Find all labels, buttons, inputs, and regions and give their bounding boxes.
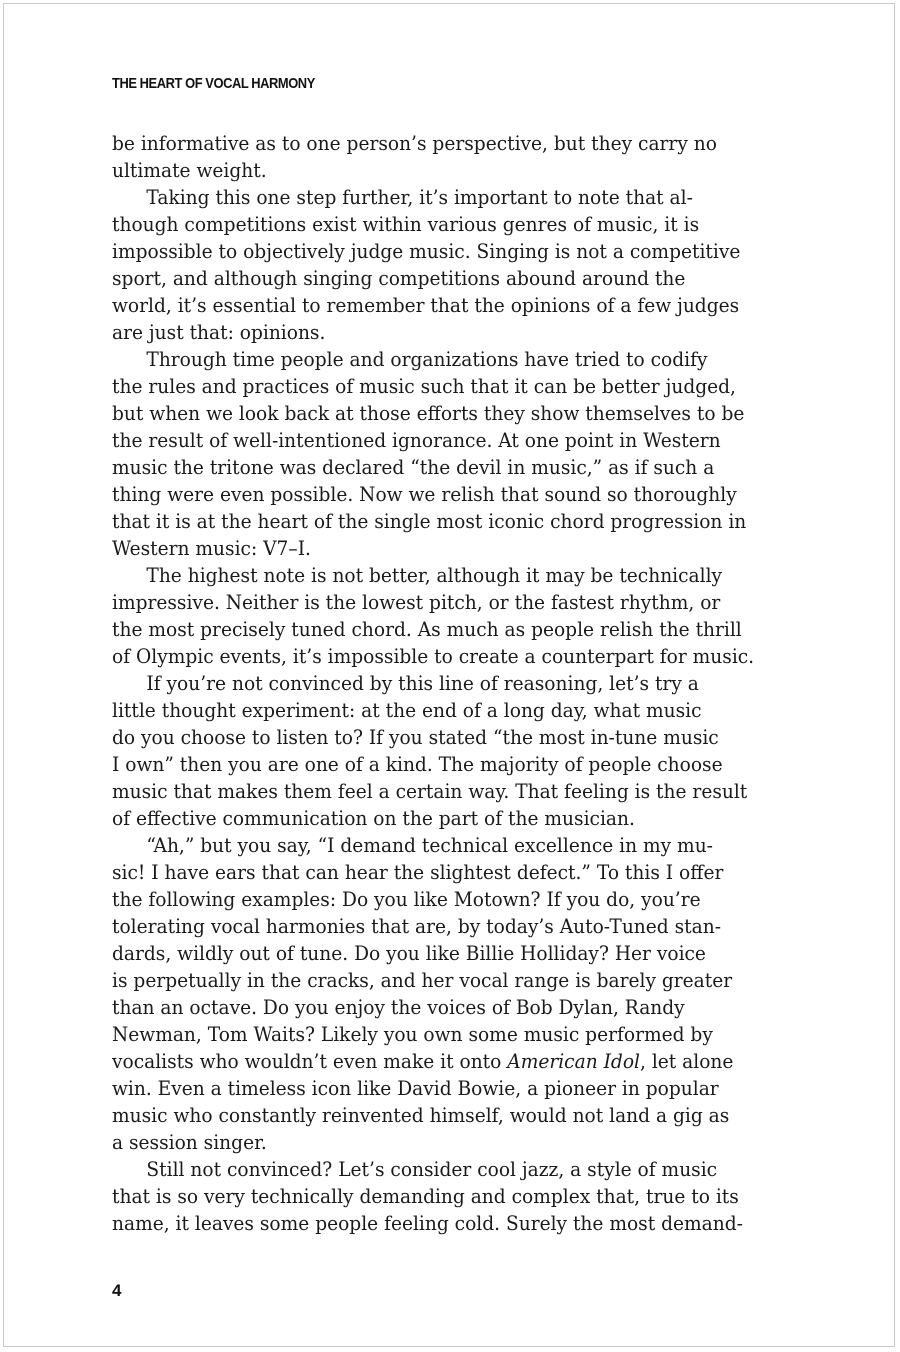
text-line (112, 832, 726, 859)
text-line (112, 859, 726, 886)
text-line-content: of Olympic events, it’s impossible to create a counterpart for music. (112, 644, 755, 668)
text-line (112, 1156, 726, 1183)
text-line (112, 1210, 743, 1237)
text-line-content: music who constantly reinvented himself, would not land a gig as (112, 1103, 730, 1127)
text-line (112, 157, 726, 184)
text-line (112, 130, 726, 157)
text-line-content: though competitions exist within various genres of music, it is (112, 212, 700, 236)
text-line-content: that it is at the heart of the single most iconic chord progression in (112, 509, 747, 533)
text-line (112, 1102, 730, 1129)
text-line-content: If you’re not convinced by this line of reasoning, let’s try a (146, 671, 699, 695)
text-line (112, 211, 726, 238)
text-line (112, 184, 726, 211)
text-line (112, 373, 736, 400)
text-line (112, 1075, 726, 1102)
text-line (112, 697, 726, 724)
text-line-content: is perpetually in the cracks, and her vocal range is barely greater (112, 968, 733, 992)
text-line (112, 940, 726, 967)
text-line-content: thing were even possible. Now we relish that sound so thoroughly (112, 482, 737, 506)
text-line (112, 535, 726, 562)
text-line (112, 886, 726, 913)
text-line-content: be informative as to one person’s perspective, but they carry no (112, 131, 717, 155)
text-line (112, 967, 733, 994)
text-line-content: music that makes them feel a certain way. That feeling is the result (112, 779, 748, 803)
text-line (112, 265, 726, 292)
text-line-content: little thought experiment: at the end of a long day, what music (112, 698, 702, 722)
text-line (112, 616, 742, 643)
text-line (112, 346, 726, 373)
text-line-content: impressive. Neither is the lowest pitch, or the fastest rhythm, or (112, 590, 721, 614)
text-line (112, 778, 748, 805)
text-line (112, 913, 726, 940)
text-line (112, 1183, 739, 1210)
text-line (112, 1129, 726, 1156)
text-line-content: dards, wildly out of tune. Do you like Billie Holliday? Her voice (112, 941, 706, 965)
text-line (112, 400, 745, 427)
text-line-content: world, it’s essential to remember that the opinions of a few judges (112, 293, 740, 317)
text-line-content: of effective communication on the part of the musician. (112, 806, 635, 830)
text-line (112, 481, 737, 508)
text-line-content: than an octave. Do you enjoy the voices of Bob Dylan, Randy (112, 995, 685, 1019)
text-line (112, 319, 726, 346)
text-line-content: Western music: V7–I. (112, 536, 311, 560)
text-line-content: a session singer. (112, 1130, 267, 1154)
text-line-content: vocalists who wouldn’t even make it onto (112, 1049, 508, 1073)
body-text (112, 130, 755, 1237)
text-line-continuation: , let alone (639, 1049, 734, 1073)
text-line-content: “Ah,” but you say, “I demand technical excellence in my mu- (146, 833, 713, 857)
text-line-content: music the tritone was declared “the devil in music,” as if such a (112, 455, 715, 479)
text-line-content: do you choose to listen to? If you stated “the most in-tune music (112, 725, 719, 749)
text-line (112, 724, 726, 751)
text-line-content: tolerating vocal harmonies that are, by today’s Auto-Tuned stan- (112, 914, 721, 938)
text-line-content: impossible to objectively judge music. Singing is not a competitive (112, 239, 741, 263)
text-line (112, 805, 726, 832)
text-line (112, 751, 726, 778)
text-line (112, 292, 740, 319)
text-line-content: I own” then you are one of a kind. The majority of people choose (112, 752, 723, 776)
text-line-content: but when we look back at those efforts they show themselves to be (112, 401, 745, 425)
text-line (112, 589, 726, 616)
text-line-content: Through time people and organizations have tried to codify (146, 347, 708, 371)
text-line (112, 238, 741, 265)
text-line-content: win. Even a timeless icon like David Bowie, a pioneer in popular (112, 1076, 719, 1100)
text-line-content: are just that: opinions. (112, 320, 326, 344)
text-line-content: ultimate weight. (112, 158, 267, 182)
text-line (112, 1021, 726, 1048)
text-line-content: sic! I have ears that can hear the slightest defect.” To this I offer (112, 860, 724, 884)
text-line-content: the following examples: Do you like Motown? If you do, you’re (112, 887, 701, 911)
text-line-content: name, it leaves some people feeling cold. Surely the most demand- (112, 1211, 743, 1235)
text-line-content: the result of well-intentioned ignorance. At one point in Western (112, 428, 721, 452)
text-line-content: sport, and although singing competitions abound around the (112, 266, 686, 290)
text-line (112, 670, 726, 697)
text-line-content: the rules and practices of music such that it can be better judged, (112, 374, 736, 398)
text-line (112, 427, 726, 454)
text-line-content: Still not convinced? Let’s consider cool jazz, a style of music (146, 1157, 718, 1181)
text-line (112, 1048, 734, 1075)
text-line (112, 994, 726, 1021)
text-line (112, 508, 747, 535)
text-line-content: Newman, Tom Waits? Likely you own some music performed by (112, 1022, 713, 1046)
text-line-content: The highest note is not better, although it may be technically (146, 563, 723, 587)
text-line (112, 562, 726, 589)
text-line-content: that is so very technically demanding and complex that, true to its (112, 1184, 739, 1208)
text-line-content: the most precisely tuned chord. As much as people relish the thrill (112, 617, 742, 641)
italic-title: American Idol (507, 1049, 640, 1073)
text-line (112, 454, 726, 481)
page-number: 4 (112, 1281, 122, 1300)
text-line (112, 643, 755, 670)
running-head: THE HEART OF VOCAL HARMONY (112, 75, 315, 92)
text-line-content: Taking this one step further, it’s important to note that al- (146, 185, 693, 209)
